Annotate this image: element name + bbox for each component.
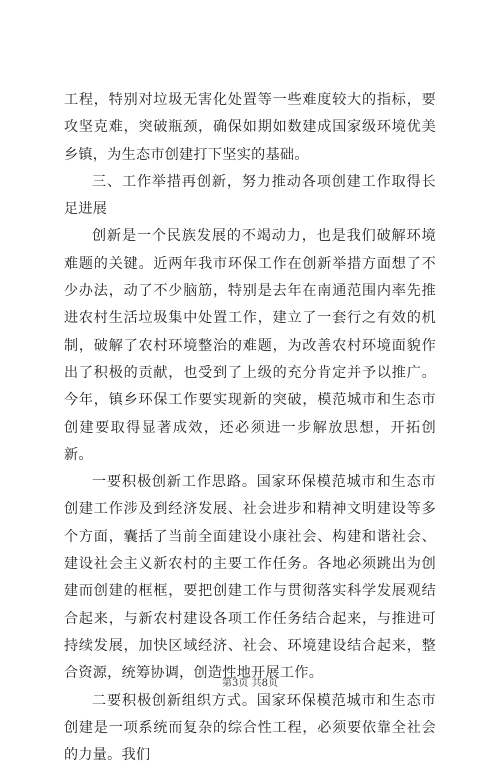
paragraph-work-approach: 一要积极创新工作思路。国家环保模范城市和生态市创建工作涉及到经济发展、社会进步和精神文明建设等多个方面，囊括了当前全面建设小康社会、构建和谐社会、建设社会主义新农村的主要工作任务。各地必须跳出为创建而创建的框框，要把创建工作与贯彻落实科学发展观结合起来，与新农村建设各项工作任务结合起来，与推进可持续发展，加快区域经济、社会、环境建设结合起来，整合资源，统筹协调，创造性地开展工作。: [64, 474, 436, 682]
paragraph-1: 工程，特别对垃圾无害化处置等一些难度较大的指标，要攻坚克难，突破瓶颈，确保如期如数建成国家级环境优美乡镇，为生态市创建打下坚实的基础。: [64, 92, 436, 163]
section-heading-3: 三、工作举措再创新，努力推动各项创建工作取得长足进展: [64, 173, 436, 218]
paragraph-organization: 二要积极创新组织方式。国家环保模范城市和生态市创建是一项系统而复杂的综合性工程，必须要依靠全社会的力量。我们: [64, 692, 436, 764]
paragraph-innovation: 创新是一个民族发展的不竭动力，也是我们破解环境难题的关键。近两年我市环保工作在创新举措方面想了不少办法，动了不少脑筋，特别是去年在南通范围内率先推进农村生活垃圾集中处置工作，建立了一套行之有效的机制，破解了农村环境整治的难题，为改善农村环境面貌作出了积极的贡献，也受到了上级的充分肯定并予以推广。今年，镇乡环保工作要实现新的突破，模范城市和生态市创建要取得显著成效，还必须进一步解放思想，开拓创新。: [64, 228, 436, 463]
page-body: [64, 87, 436, 769]
page-number-footer: 第3页 共8页: [222, 678, 278, 689]
